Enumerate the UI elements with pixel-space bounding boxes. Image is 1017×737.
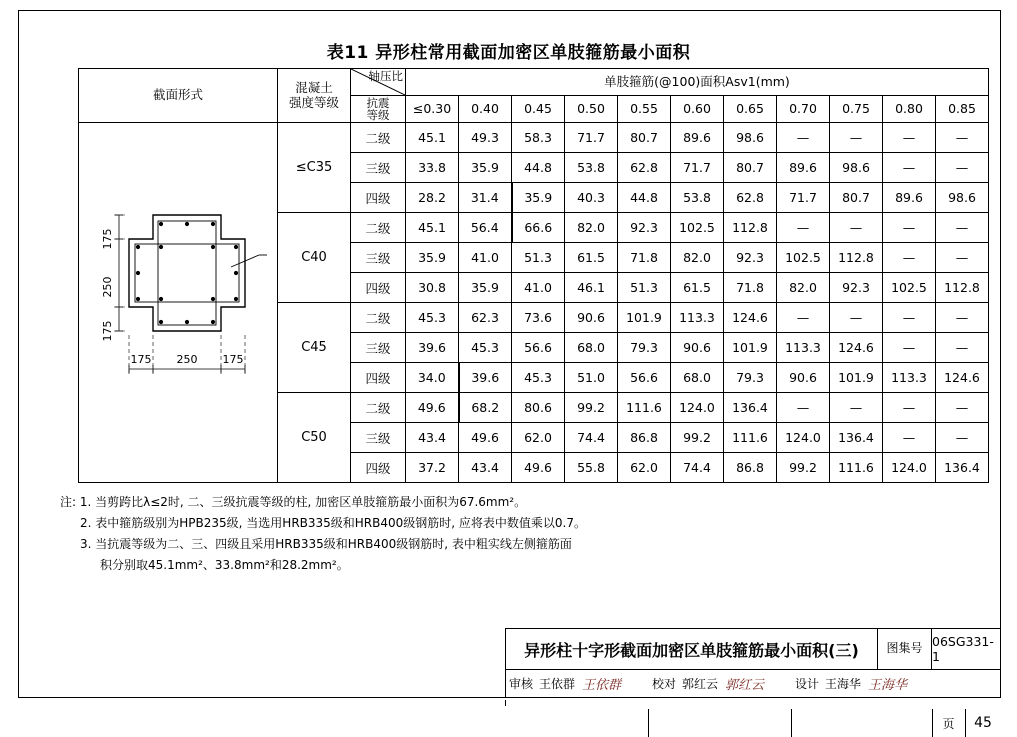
value-cell: 136.4 bbox=[936, 453, 989, 483]
value-cell: 79.3 bbox=[724, 363, 777, 393]
col-header-axial-8: 0.75 bbox=[830, 96, 883, 123]
title-block-row-signatures bbox=[506, 669, 1000, 731]
reviewer-signature: 王依群 bbox=[582, 677, 622, 693]
svg-text:250: 250 bbox=[101, 276, 114, 298]
note-line: 注: 1. 当剪跨比λ≤2时, 二、三级抗震等级的柱, 加密区单肢箍筋最小面积为67.6mm²。 bbox=[60, 495, 527, 509]
note-line: 积分别取45.1mm²、33.8mm²和28.2mm²。 bbox=[100, 558, 349, 572]
value-cell: 92.3 bbox=[724, 243, 777, 273]
empty-value-cell: — bbox=[936, 153, 989, 183]
value-cell: 80.6 bbox=[512, 393, 565, 423]
table-row bbox=[79, 123, 989, 153]
value-cell: 112.8 bbox=[830, 243, 883, 273]
divider bbox=[791, 709, 792, 737]
value-cell: 68.2 bbox=[459, 393, 512, 423]
value-cell: 40.3 bbox=[565, 183, 618, 213]
col-header-axial-1: 0.40 bbox=[459, 96, 512, 123]
empty-value-cell: — bbox=[883, 153, 936, 183]
designer-block bbox=[792, 669, 932, 697]
value-cell: 98.6 bbox=[724, 123, 777, 153]
value-cell: 49.6 bbox=[459, 423, 512, 453]
empty-value-cell: — bbox=[936, 213, 989, 243]
value-cell: 124.0 bbox=[671, 393, 724, 423]
value-cell: 102.5 bbox=[883, 273, 936, 303]
value-cell: 45.3 bbox=[512, 363, 565, 393]
empty-value-cell: — bbox=[883, 213, 936, 243]
value-cell: 30.8 bbox=[406, 273, 459, 303]
value-cell: 124.6 bbox=[724, 303, 777, 333]
value-cell: 33.8 bbox=[406, 153, 459, 183]
svg-text:175: 175 bbox=[130, 353, 152, 366]
value-cell: 92.3 bbox=[618, 213, 671, 243]
atlas-label: 图集号 bbox=[878, 629, 932, 669]
value-cell: 86.8 bbox=[618, 423, 671, 453]
seismic-level-cell: 四级 bbox=[351, 363, 406, 393]
value-cell: 31.4 bbox=[459, 183, 512, 213]
value-cell: 41.0 bbox=[459, 243, 512, 273]
value-cell: 92.3 bbox=[830, 273, 883, 303]
value-cell: 49.6 bbox=[512, 453, 565, 483]
col-header-stirrup-area: 单肢箍筋(@100)面积Asv1(mm) bbox=[406, 69, 989, 96]
checker-signature: 郭红云 bbox=[725, 677, 765, 693]
seismic-level-cell: 四级 bbox=[351, 273, 406, 303]
col-header-axial-4: 0.55 bbox=[618, 96, 671, 123]
sheet-tick bbox=[505, 700, 506, 706]
value-cell: 80.7 bbox=[724, 153, 777, 183]
empty-value-cell: — bbox=[777, 393, 830, 423]
col-header-axial-7: 0.70 bbox=[777, 96, 830, 123]
value-cell: 55.8 bbox=[565, 453, 618, 483]
value-cell: 45.3 bbox=[459, 333, 512, 363]
value-cell: 98.6 bbox=[830, 153, 883, 183]
value-cell: 99.2 bbox=[565, 393, 618, 423]
value-cell: 43.4 bbox=[406, 423, 459, 453]
seismic-level-cell: 二级 bbox=[351, 123, 406, 153]
concrete-grade-cell: C40 bbox=[278, 213, 351, 303]
value-cell: 51.3 bbox=[512, 243, 565, 273]
drawing-name: 异形柱十字形截面加密区单肢箍筋最小面积(三) bbox=[506, 629, 878, 669]
checker-block bbox=[649, 669, 791, 697]
value-cell: 124.0 bbox=[777, 423, 830, 453]
designer-name: 王海华 bbox=[825, 676, 862, 691]
value-cell: 61.5 bbox=[565, 243, 618, 273]
value-cell: 73.6 bbox=[512, 303, 565, 333]
value-cell: 90.6 bbox=[671, 333, 724, 363]
value-cell: 39.6 bbox=[406, 333, 459, 363]
value-cell: 113.3 bbox=[777, 333, 830, 363]
value-cell: 82.0 bbox=[777, 273, 830, 303]
value-cell: 45.3 bbox=[406, 303, 459, 333]
seismic-level-cell: 三级 bbox=[351, 243, 406, 273]
col-header-axial-2: 0.45 bbox=[512, 96, 565, 123]
empty-value-cell: — bbox=[883, 393, 936, 423]
value-cell: 56.6 bbox=[618, 363, 671, 393]
page-title: 表11 异形柱常用截面加密区单肢箍筋最小面积 bbox=[326, 43, 691, 63]
value-cell: 101.9 bbox=[830, 363, 883, 393]
value-cell: 79.3 bbox=[618, 333, 671, 363]
empty-value-cell: — bbox=[883, 333, 936, 363]
value-cell: 90.6 bbox=[777, 363, 830, 393]
value-cell: 39.6 bbox=[459, 363, 512, 393]
value-cell: 111.6 bbox=[724, 423, 777, 453]
col-header-axial-9: 0.80 bbox=[883, 96, 936, 123]
value-cell: 89.6 bbox=[883, 183, 936, 213]
stirrup-area-table bbox=[78, 68, 989, 483]
value-cell: 80.7 bbox=[830, 183, 883, 213]
empty-value-cell: — bbox=[936, 393, 989, 423]
value-cell: 74.4 bbox=[565, 423, 618, 453]
value-cell: 44.8 bbox=[618, 183, 671, 213]
empty-value-cell: — bbox=[777, 123, 830, 153]
value-cell: 43.4 bbox=[459, 453, 512, 483]
value-cell: 46.1 bbox=[565, 273, 618, 303]
note-line: 2. 表中箍筋级别为HPB235级, 当选用HRB335级和HRB400级钢筋时, 应将表中数值乘以0.7。 bbox=[80, 516, 587, 530]
page-number: 45 bbox=[974, 715, 992, 731]
designer-signature: 王海华 bbox=[868, 677, 908, 693]
col-header-axial-0: ≤0.30 bbox=[406, 96, 459, 123]
value-cell: 89.6 bbox=[671, 123, 724, 153]
value-cell: 62.8 bbox=[618, 153, 671, 183]
col-header-axial-10: 0.85 bbox=[936, 96, 989, 123]
value-cell: 56.6 bbox=[512, 333, 565, 363]
seismic-level-cell: 四级 bbox=[351, 453, 406, 483]
value-cell: 99.2 bbox=[671, 423, 724, 453]
concrete-grade-cell: C45 bbox=[278, 303, 351, 393]
title-block bbox=[505, 628, 1000, 731]
empty-value-cell: — bbox=[883, 123, 936, 153]
value-cell: 53.8 bbox=[671, 183, 724, 213]
seismic-level-cell: 二级 bbox=[351, 213, 406, 243]
value-cell: 71.8 bbox=[618, 243, 671, 273]
value-cell: 124.6 bbox=[936, 363, 989, 393]
value-cell: 44.8 bbox=[512, 153, 565, 183]
empty-value-cell: — bbox=[883, 303, 936, 333]
value-cell: 56.4 bbox=[459, 213, 512, 243]
checker-name: 郭红云 bbox=[682, 676, 719, 691]
value-cell: 82.0 bbox=[565, 213, 618, 243]
seismic-level-cell: 三级 bbox=[351, 423, 406, 453]
empty-value-cell: — bbox=[830, 303, 883, 333]
reviewer-label: 审核 bbox=[509, 676, 534, 691]
col-header-section-shape: 截面形式 bbox=[79, 69, 278, 123]
value-cell: 61.5 bbox=[671, 273, 724, 303]
value-cell: 35.9 bbox=[459, 273, 512, 303]
value-cell: 112.8 bbox=[724, 213, 777, 243]
value-cell: 112.8 bbox=[936, 273, 989, 303]
empty-value-cell: — bbox=[830, 123, 883, 153]
value-cell: 98.6 bbox=[936, 183, 989, 213]
value-cell: 86.8 bbox=[724, 453, 777, 483]
value-cell: 34.0 bbox=[406, 363, 459, 393]
empty-value-cell: — bbox=[936, 243, 989, 273]
value-cell: 53.8 bbox=[565, 153, 618, 183]
seismic-level-cell: 四级 bbox=[351, 183, 406, 213]
value-cell: 71.7 bbox=[671, 153, 724, 183]
value-cell: 80.7 bbox=[618, 123, 671, 153]
empty-value-cell: — bbox=[777, 213, 830, 243]
value-cell: 71.7 bbox=[565, 123, 618, 153]
value-cell: 51.3 bbox=[618, 273, 671, 303]
value-cell: 71.8 bbox=[724, 273, 777, 303]
value-cell: 35.9 bbox=[512, 183, 565, 213]
divider bbox=[648, 709, 649, 737]
value-cell: 82.0 bbox=[671, 243, 724, 273]
value-cell: 62.0 bbox=[512, 423, 565, 453]
atlas-number: 06SG331-1 bbox=[932, 634, 994, 664]
value-cell: 102.5 bbox=[777, 243, 830, 273]
value-cell: 74.4 bbox=[671, 453, 724, 483]
value-cell: 136.4 bbox=[830, 423, 883, 453]
value-cell: 101.9 bbox=[724, 333, 777, 363]
value-cell: 45.1 bbox=[406, 213, 459, 243]
value-cell: 68.0 bbox=[565, 333, 618, 363]
value-cell: 58.3 bbox=[512, 123, 565, 153]
col-header-axial-5: 0.60 bbox=[671, 96, 724, 123]
seismic-level-cell: 三级 bbox=[351, 153, 406, 183]
value-cell: 45.1 bbox=[406, 123, 459, 153]
value-cell: 49.6 bbox=[406, 393, 459, 423]
cross-column-drawing bbox=[79, 123, 277, 482]
empty-value-cell: — bbox=[936, 303, 989, 333]
seismic-level-cell: 三级 bbox=[351, 333, 406, 363]
empty-value-cell: — bbox=[830, 213, 883, 243]
empty-value-cell: — bbox=[936, 423, 989, 453]
value-cell: 62.3 bbox=[459, 303, 512, 333]
reviewer-block bbox=[506, 669, 648, 697]
seismic-level-cell: 二级 bbox=[351, 393, 406, 423]
value-cell: 124.0 bbox=[883, 453, 936, 483]
empty-value-cell: — bbox=[830, 393, 883, 423]
value-cell: 71.7 bbox=[777, 183, 830, 213]
notes-block bbox=[60, 492, 760, 576]
col-header-axial-ratio: 轴压比 bbox=[351, 69, 406, 96]
value-cell: 101.9 bbox=[618, 303, 671, 333]
col-header-axial-3: 0.50 bbox=[565, 96, 618, 123]
concrete-grade-cell: ≤C35 bbox=[278, 123, 351, 213]
empty-value-cell: — bbox=[936, 333, 989, 363]
checker-label: 校对 bbox=[652, 676, 677, 691]
value-cell: 113.3 bbox=[671, 303, 724, 333]
value-cell: 51.0 bbox=[565, 363, 618, 393]
value-cell: 68.0 bbox=[671, 363, 724, 393]
value-cell: 113.3 bbox=[883, 363, 936, 393]
value-cell: 37.2 bbox=[406, 453, 459, 483]
empty-value-cell: — bbox=[777, 303, 830, 333]
value-cell: 90.6 bbox=[565, 303, 618, 333]
title-block-row-main bbox=[506, 629, 1000, 670]
concrete-grade-cell: C50 bbox=[278, 393, 351, 483]
value-cell: 89.6 bbox=[777, 153, 830, 183]
svg-text:175: 175 bbox=[101, 228, 114, 250]
value-cell: 62.0 bbox=[618, 453, 671, 483]
value-cell: 124.6 bbox=[830, 333, 883, 363]
svg-text:250: 250 bbox=[176, 353, 198, 366]
seismic-level-cell: 二级 bbox=[351, 303, 406, 333]
svg-text:175: 175 bbox=[101, 320, 114, 342]
value-cell: 111.6 bbox=[830, 453, 883, 483]
svg-text:175: 175 bbox=[222, 353, 244, 366]
value-cell: 136.4 bbox=[724, 393, 777, 423]
value-cell: 66.6 bbox=[512, 213, 565, 243]
page-label: 页 bbox=[932, 709, 966, 737]
col-header-axial-6: 0.65 bbox=[724, 96, 777, 123]
note-line: 3. 当抗震等级为二、三、四级且采用HRB335级和HRB400级钢筋时, 表中粗实线左侧箍筋面 bbox=[80, 537, 572, 551]
cross-section-figure bbox=[79, 123, 278, 483]
reviewer-name: 王依群 bbox=[539, 676, 576, 691]
value-cell: 111.6 bbox=[618, 393, 671, 423]
value-cell: 35.9 bbox=[406, 243, 459, 273]
value-cell: 28.2 bbox=[406, 183, 459, 213]
value-cell: 49.3 bbox=[459, 123, 512, 153]
value-cell: 102.5 bbox=[671, 213, 724, 243]
empty-value-cell: — bbox=[883, 423, 936, 453]
empty-value-cell: — bbox=[936, 123, 989, 153]
col-header-concrete-grade: 混凝土 强度等级 bbox=[278, 69, 351, 123]
empty-value-cell: — bbox=[883, 243, 936, 273]
designer-label: 设计 bbox=[795, 676, 820, 691]
value-cell: 99.2 bbox=[777, 453, 830, 483]
value-cell: 35.9 bbox=[459, 153, 512, 183]
value-cell: 62.8 bbox=[724, 183, 777, 213]
value-cell: 41.0 bbox=[512, 273, 565, 303]
col-header-seismic-level: 抗震 等级 bbox=[351, 96, 406, 123]
